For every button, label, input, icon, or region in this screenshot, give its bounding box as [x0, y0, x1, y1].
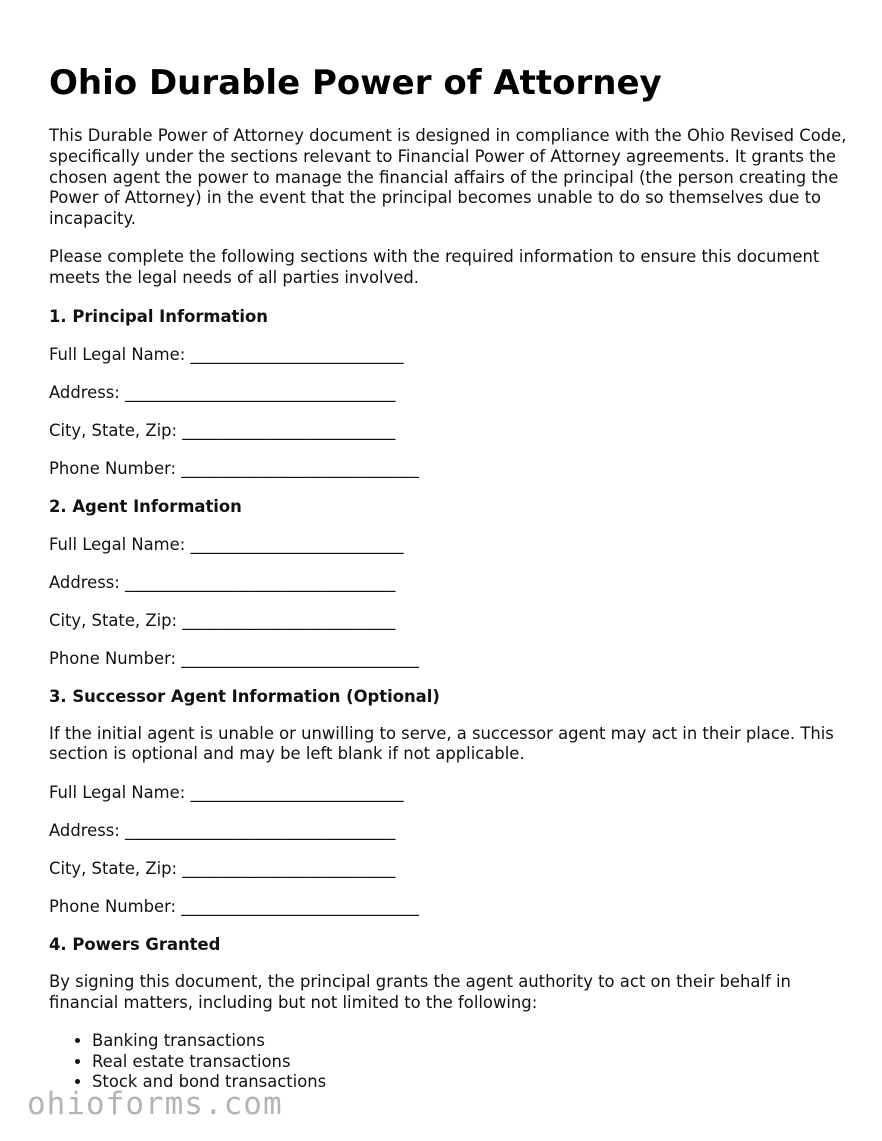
powers-heading: 4. Powers Granted	[49, 935, 221, 955]
list-item: • Banking transactions	[92, 1031, 849, 1052]
principal-phone-field[interactable]: Phone Number: _____________________________	[49, 458, 419, 478]
agent-phone-field[interactable]: Phone Number: _____________________________	[49, 648, 419, 668]
powers-description: By signing this document, the principal grants the agent authority to act on their behalf in financial matters, including but not limited to the following:	[49, 972, 791, 1012]
instructions-paragraph: Please complete the following sections with the required information to ensure this document meets the legal needs of all parties involved.	[49, 246, 820, 287]
successor-description: If the initial agent is unable or unwilling to serve, a successor agent may act in their place. This section is optional and may be left blank if not applicable.	[49, 723, 834, 764]
principal-name-field[interactable]: Full Legal Name: __________________________	[49, 344, 404, 364]
intro-paragraph: This Durable Power of Attorney document is designed in compliance with the Ohio Revised Code, specifically under the sections relevant to Financial Power of Attorney agreements. It grants the chosen agent the power to manage the financial affairs of the principal (the person creating the Power of Attorney) in the event that the principal becomes unable to do so themselves due to incapacity.	[49, 126, 847, 229]
principal-address-field[interactable]: Address: _________________________________	[49, 382, 396, 402]
agent-name-field[interactable]: Full Legal Name: __________________________	[49, 534, 404, 554]
powers-section	[49, 934, 849, 1093]
watermark: ohioforms.com	[27, 1086, 283, 1122]
successor-city-field[interactable]: City, State, Zip: __________________________	[49, 859, 396, 879]
successor-phone-field[interactable]: Phone Number: _____________________________	[49, 897, 419, 917]
list-item: • Stock and bond transactions	[92, 1072, 849, 1093]
agent-heading: 2. Agent Information	[49, 496, 242, 516]
successor-section	[49, 686, 849, 918]
document-page	[49, 60, 849, 1093]
document-title: Ohio Durable Power of Attorney	[49, 63, 662, 103]
principal-city-field[interactable]: City, State, Zip: __________________________	[49, 420, 396, 440]
successor-name-field[interactable]: Full Legal Name: __________________________	[49, 783, 404, 803]
agent-city-field[interactable]: City, State, Zip: __________________________	[49, 610, 396, 630]
principal-heading: 1. Principal Information	[49, 306, 268, 326]
agent-section	[49, 496, 849, 669]
list-item: • Real estate transactions	[92, 1052, 849, 1073]
agent-address-field[interactable]: Address: _________________________________	[49, 572, 396, 592]
successor-heading: 3. Successor Agent Information (Optional)	[49, 686, 440, 706]
successor-address-field[interactable]: Address: _________________________________	[49, 821, 396, 841]
principal-section	[49, 306, 849, 479]
